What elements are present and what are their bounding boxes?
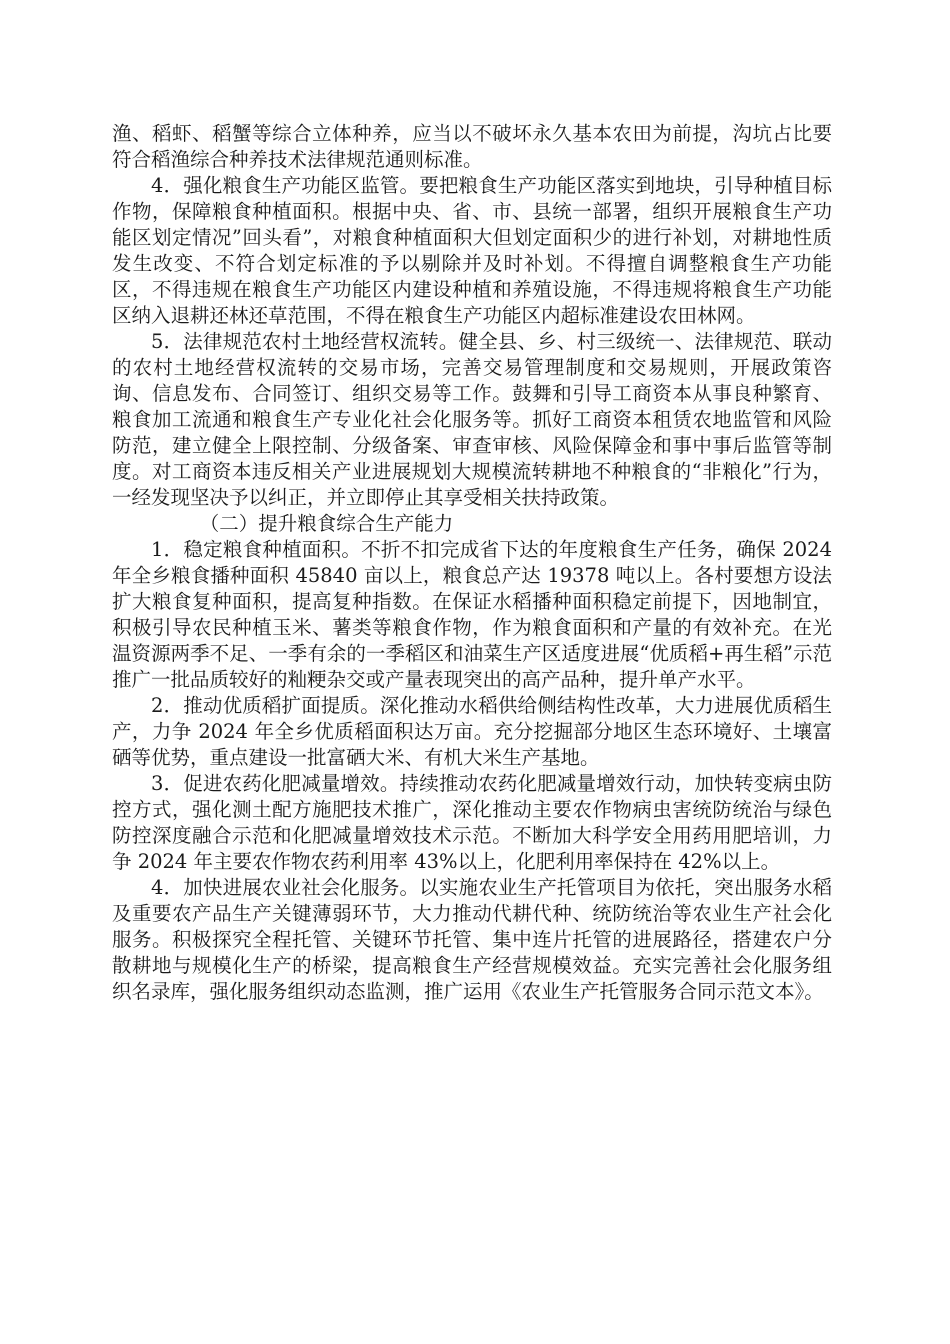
paragraph-item-4-functional-zone: 4．强化粮食生产功能区监管。要把粮食生产功能区落实到地块，引导种植目标作物，保障粮食种植面积。根据中央、省、市、县统一部署，组织开展粮食生产功能区划定情况”回头看”，对粮食种植面积大但划定面积少的进行补划，对耕地性质发生改变、不符合划定标准的予以剔除并及时补划。不得擅自调整粮食生产功能区，不得违规在粮食生产功能区内建设种植和养殖设施，不得违规将粮食生产功能区纳入退耕还林还草范围，不得在粮食生产功能区内超标准建设农田林网。 [112,174,832,327]
paragraph-item-3-fertilizer: 3．促进农药化肥减量增效。持续推动农药化肥减量增效行动，加快转变病虫防控方式，强化测土配方施肥技术推广，深化推动主要农作物病虫害统防统治与绿色防控深度融合示范和化肥减量增效技术示范。不断加大科学安全用药用肥培训，力争 2024 年主要农作物农药利用率 43%以上，化肥利用率保持在 42%以上。 [112,772,832,873]
paragraph-item-5-land-transfer: 5．法律规范农村土地经营权流转。健全县、乡、村三级统一、法律规范、联动的农村土地经营权流转的交易市场，完善交易管理制度和交易规则，开展政策咨询、信息发布、合同签订、组织交易等工作。鼓舞和引导工商资本从事良种繁育、粮食加工流通和粮食生产专业化社会化服务等。抓好工商资本租赁农地监管和风险防范，建立健全上限控制、分级备案、审查审核、风险保障金和事中事后监管等制度。对工商资本违反相关产业进展规划大规模流转耕地不种粮食的“非粮化”行为，一经发现坚决予以纠正，并立即停止其享受相关扶持政策。 [112,330,832,509]
paragraph-item-2-quality-rice: 2．推动优质稻扩面提质。深化推动水稻供给侧结构性改革，大力进展优质稻生产，力争 2024 年全乡优质稻面积达万亩。充分挖掘部分地区生态环境好、土壤富硒等优势，重点建设一批富硒大米、有机大米生产基地。 [112,694,832,769]
paragraph-continued: 渔、稻虾、稻蟹等综合立体种养，应当以不破坏永久基本农田为前提，沟坑占比要符合稻渔综合种养技术法律规范通则标准。 [112,122,832,171]
paragraph-item-1-planting-area: 1．稳定粮食种植面积。不折不扣完成省下达的年度粮食生产任务，确保 2024 年全乡粮食播种面积 45840 亩以上，粮食总产达 19378 吨以上。各村要想方设法扩大粮食复种面积，提高复种指数。在保证水稻播种面积稳定前提下，因地制宜，积极引导农民种植玉米、薯类等粮食作物，作为粮食面积和产量的有效补充。在光温资源两季不足、一季有余的一季稻区和油菜生产区适度进展“优质稻+再生稻”示范推广一批品质较好的籼粳杂交或产量表现突出的高产品种，提升单产水平。 [112,538,832,691]
paragraph-item-4-services: 4．加快进展农业社会化服务。以实施农业生产托管项目为依托，突出服务水稻及重要农产品生产关键薄弱环节，大力推动代耕代种、统防统治等农业生产社会化服务。积极探究全程托管、关键环节托管、集中连片托管的进展路径，搭建农户分散耕地与规模化生产的桥梁，提高粮食生产经营规模效益。充实完善社会化服务组织名录库，强化服务组织动态监测，推广运用《农业生产托管服务合同示范文本》。 [112,876,832,1003]
document-body [112,121,832,1005]
section-heading: （二）提升粮食综合生产能力 [199,512,454,535]
